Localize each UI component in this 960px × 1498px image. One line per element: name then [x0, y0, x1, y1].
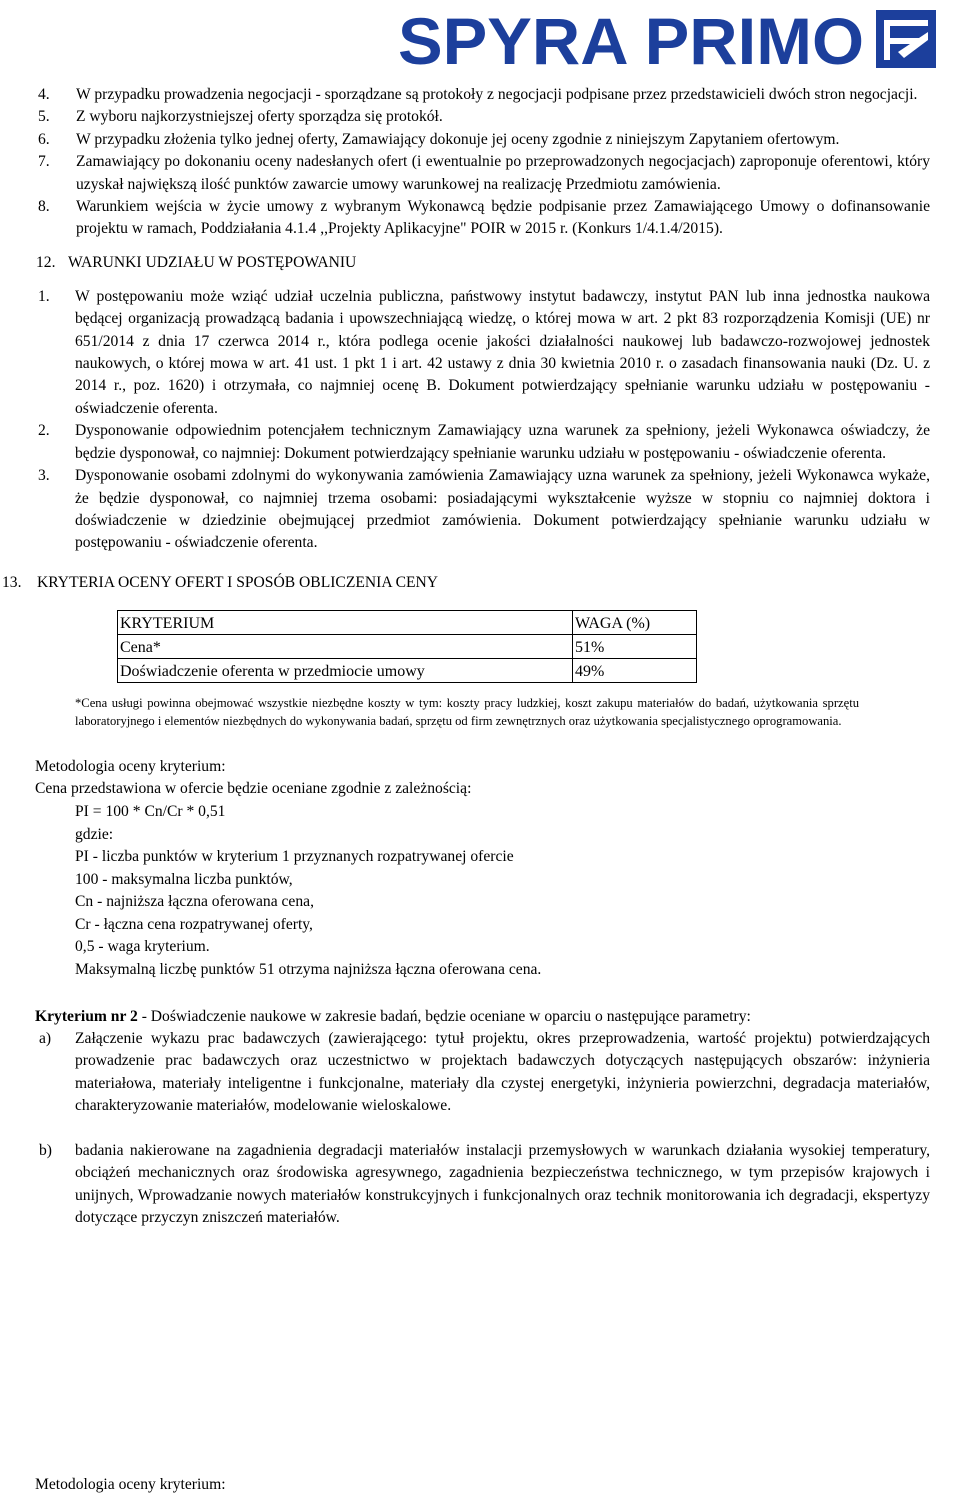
table-cell: Cena* — [118, 634, 573, 658]
methodology-heading: Metodologia oceny kryterium: — [35, 757, 226, 775]
spyra-primo-logo — [398, 4, 942, 72]
methodology-block — [35, 756, 930, 982]
section-11-list — [35, 84, 930, 241]
list-item: b) badania nakierowane na zagadnienia degradacji materiałów instalacji przemysłowych w warunkach działania wysokiej temperatury, obciążeń mechanicznych oraz środowiska agresywnego, zagadnienia bezpieczeństwa technicznego, w tym przepisów krajowych i unijnych, Wprowadzanie nowych materiałów konstrukcyjnych i funkcjonalnych oraz technik monitorowania ich degradacji, ekspertyzy dotyczące przyczyn zniszczeń materiałów. — [39, 1141, 930, 1226]
criterion-2-intro: Kryterium nr 2 - Doświadczenie naukowe w zakresie badań, będzie oceniane w oparciu o następujące parametry: — [35, 1007, 751, 1025]
formula-line: 100 - maksymalna liczba punktów, — [75, 870, 293, 888]
document-page — [2, 84, 930, 1229]
section-13-heading: 13. KRYTERIA OCENY OFERT I SPOSÓB OBLICZENIA CENY — [2, 573, 439, 591]
list-item: 4. W przypadku prowadzenia negocjacji - sporządzane są protokoły z negocjacji podpisane przez przedstawicieli dwóch stron negocjacji. — [38, 86, 918, 103]
formula-line: Cn - najniższa łączna oferowana cena, — [75, 893, 314, 911]
formula-line: gdzie: — [75, 825, 114, 843]
table-header-cell: WAGA (%) — [573, 610, 697, 634]
list-item: 1. W postępowaniu może wziąć udział uczelnia publiczna, państwowy instytut badawczy, instytut PAN lub inna jednostka naukowa będącej organizacją prowadzącą badania i upowszechniającą wiedzę, o której mowa w art. 2 pkt 83 rozporządzenia Komisji (UE) nr 651/2014 z dnia 17 czerwca 2014 r., która podlega ocenie jakości działalności naukowej lub badawczo-rozwojowej jednostek naukowych, o której mowa w art. 41 ust. 1 pkt 1 i art. 42 ustawy z dnia 30 kwietnia 2010 r. o zasadach finansowania nauki (Dz. U. z 2014 r., poz. 1620) i otrzymała, co najmniej ocenę B. Dokument potwierdzający spełnianie warunku udziału w postępowaniu - oświadczenie oferenta. — [38, 287, 930, 417]
formula-line: PI - liczba punktów w kryterium 1 przyznanych rozpatrywanej ofercie — [75, 848, 514, 866]
list-item: 8. Warunkiem wejścia w życie umowy z wybranym Wykonawcą będzie podpisanie przez Zamawiającego Umowy o dofinansowanie projektu w ramach, Poddziałania 4.1.4 ,,Projekty Aplikacyjne" POIR w 2015 r. (Konkurs 1/4.1.4/2015). — [38, 198, 930, 238]
table-header-cell: KRYTERIUM — [118, 610, 573, 634]
logo-wordmark: SPYRA PRIMO — [398, 4, 864, 72]
formula-line: Maksymalną liczbę punktów 51 otrzyma najniższa łączna oferowana cena. — [75, 961, 542, 979]
formula-line: 0,5 - waga kryterium. — [75, 938, 210, 956]
criterion-2-label: Kryterium nr 2 — [35, 1007, 138, 1025]
criterion-2-list — [35, 1028, 930, 1229]
section-12-list — [35, 286, 930, 555]
table-row — [118, 634, 697, 658]
section-12-heading: 12. WARUNKI UDZIAŁU W POSTĘPOWANIU — [36, 253, 357, 271]
list-item: 3. Dysponowanie osobami zdolnymi do wykonywania zamówienia Zamawiający uzna warunek za spełniony, jeżeli Wykonawca wykaże, że będzie dysponował, co najmniej trzema osobami: posiadającymi wykształcenie wyższe w stopniu co najmniej doktora i doświadczenie w dziedzinie obejmującej przedmiot zamówienia. Dokument potwierdzający spełnianie warunku udziału w postępowaniu - oświadczenie oferenta. — [38, 467, 930, 552]
table-cell: 49% — [573, 658, 697, 682]
list-item: 6. W przypadku złożenia tylko jednej oferty, Zamawiający dokonuje jej oceny zgodnie z niniejszym Zapytaniem ofertowym. — [38, 130, 840, 148]
table-row — [118, 658, 697, 682]
list-item: a) Załączenie wykazu prac badawczych (zawierającego: tytuł projektu, okres przeprowadzenia, wartość projektu) potwierdzających prowadzenie prac badawczych oraz uczestnictwo w projektach badawczych dotyczących następujących obszarów: inżynieria materiałowa, materiały inteligentne i funkcjonalne, materiały dla czystej energetyki, inżynieria powierzchni, degradacja materiałów, charakteryzowanie materiałów, modelowanie wieloskalowe. — [39, 1030, 930, 1115]
list-item: 7. Zamawiający po dokonaniu oceny nadesłanych ofert (i ewentualnie po przeprowadzonych negocjacjach) zaproponuje oferentowi, który uzyskał największą ilość punktów zawarcie umowy warunkowej na realizację Przedmiotu zamówienia. — [38, 153, 930, 193]
table-cell: Doświadczenie oferenta w przedmiocie umowy — [118, 658, 573, 682]
criteria-table — [117, 610, 697, 683]
list-item: 2. Dysponowanie odpowiednim potencjałem technicznym Zamawiający uzna warunek za spełniony, jeżeli Wykonawca oświadczy, że będzie dysponował, co najmniej: Dokument potwierdzający spełnianie warunku udziału w postępowaniu - oświadczenie oferenta. — [38, 422, 930, 462]
table-header-row — [118, 610, 697, 634]
list-item: 5. Z wyboru najkorzystniejszej oferty sporządza się protokół. — [38, 108, 443, 126]
formula-line: PI = 100 * Cn/Cr * 0,51 — [75, 802, 226, 820]
logo-emblem-icon — [876, 10, 936, 68]
table-cell: 51% — [573, 634, 697, 658]
formula-line: Cr - łączna cena rozpatrywanej oferty, — [75, 915, 313, 933]
table-footnote: *Cena usługi powinna obejmować wszystkie niezbędne koszty w tym: koszty pracy ludzkiej, koszt zakupu materiałów do badań, użytkowania sprzętu laboratoryjnego i elementów niezbędnych do wykonywania badań, sprzętu od firm zewnętrznych oraz użytkowania specjalistycznego oprogramowania. — [75, 695, 859, 728]
methodology-intro: Cena przedstawiona w ofercie będzie oceniane zgodnie z zależnością: — [35, 780, 472, 798]
methodology-2-heading: Metodologia oceny kryterium: — [35, 1476, 226, 1493]
